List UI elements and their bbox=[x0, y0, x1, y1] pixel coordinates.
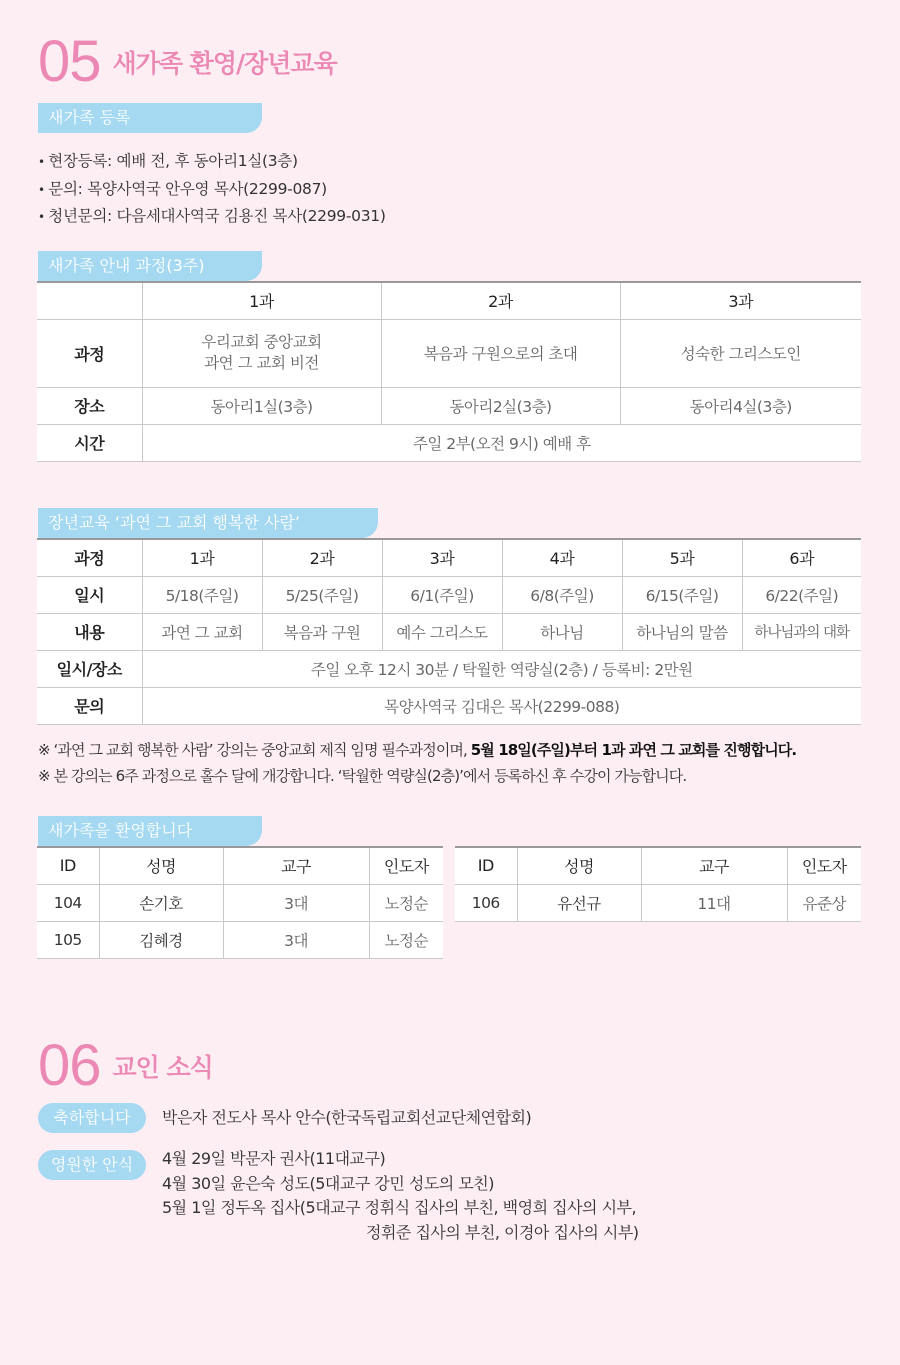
table-row bbox=[37, 687, 861, 724]
table-cell: 유선규 bbox=[517, 884, 641, 921]
tab-adult-education: 장년교육 ‘과연 그 교회 행복한 사람’ bbox=[38, 508, 378, 538]
row-label: 과정 bbox=[37, 319, 142, 387]
table-cell: 105 bbox=[37, 921, 99, 958]
table-row bbox=[37, 613, 861, 650]
table-row bbox=[37, 319, 861, 387]
table-header-cell: ID bbox=[37, 847, 99, 884]
table-row bbox=[37, 539, 861, 576]
table-row bbox=[37, 282, 861, 319]
list-item: 5월 1일 정두옥 집사(5대교구 정휘식 집사의 부친, 백영희 집사의 시부, bbox=[162, 1198, 637, 1217]
table-cell: 목양사역국 김대은 목사(2299-088) bbox=[142, 687, 861, 724]
table-header-cell: 6과 bbox=[742, 539, 861, 576]
table-cell: 주일 오후 12시 30분 / 탁월한 역량실(2층) / 등록비: 2만원 bbox=[142, 650, 861, 687]
table-cell: 동아리1실(3층) bbox=[142, 387, 381, 424]
table-header-cell: 2과 bbox=[381, 282, 620, 319]
note-highlight: 5월 18일(주일)부터 1과 과연 그 교회를 진행합니다. bbox=[470, 741, 797, 759]
tab-new-family-guide: 새가족 안내 과정(3주) bbox=[38, 251, 262, 281]
table-header-cell: 인도자 bbox=[369, 847, 443, 884]
table-row bbox=[455, 884, 861, 921]
table-cell: 6/15(주일) bbox=[622, 576, 742, 613]
table-header-cell bbox=[37, 282, 142, 319]
table-header-cell: 과정 bbox=[37, 539, 142, 576]
table-header-cell: 3과 bbox=[620, 282, 861, 319]
table-cell: 성숙한 그리스도인 bbox=[620, 319, 861, 387]
table-row bbox=[37, 884, 443, 921]
table-header-cell: 1과 bbox=[142, 282, 381, 319]
congrats-label: 축하합니다 bbox=[38, 1103, 146, 1133]
table-header-cell: 2과 bbox=[262, 539, 382, 576]
congrats-text: 박은자 전도사 목사 안수(한국독립교회선교단체연합회) bbox=[162, 1108, 532, 1127]
condolence-label: 영원한 안식 bbox=[38, 1150, 146, 1180]
row-label: 시간 bbox=[37, 424, 142, 461]
table-cell: 3대 bbox=[223, 921, 369, 958]
table-header-cell: 성명 bbox=[517, 847, 641, 884]
table-row bbox=[37, 847, 443, 884]
list-item: 4월 29일 박문자 권사(11대교구) bbox=[162, 1149, 386, 1168]
table-header-cell: 교구 bbox=[223, 847, 369, 884]
table-cell: 복음과 구원 bbox=[262, 613, 382, 650]
table-cell: 주일 2부(오전 9시) 예배 후 bbox=[142, 424, 861, 461]
list-item: • 문의: 목양사역국 안우영 목사(2299-087) bbox=[38, 176, 386, 204]
registration-list bbox=[38, 148, 386, 231]
table-header-cell: 4과 bbox=[502, 539, 622, 576]
table-cell: 우리교회 중앙교회 과연 그 교회 비전 bbox=[142, 319, 381, 387]
row-label: 일시 bbox=[37, 576, 142, 613]
table-cell: 유준상 bbox=[787, 884, 861, 921]
section-title: 교인 소식 bbox=[112, 1053, 213, 1082]
table-cell: 11대 bbox=[641, 884, 787, 921]
table-row bbox=[455, 847, 861, 884]
table-header-cell: 1과 bbox=[142, 539, 262, 576]
table-cell: 손기호 bbox=[99, 884, 223, 921]
table-cell: 하나님 bbox=[502, 613, 622, 650]
note-line: ※ 본 강의는 6주 과정으로 홀수 달에 개강합니다. ‘탁월한 역량실(2층)’에서 등록하신 후 수강이 가능합니다. bbox=[38, 767, 687, 785]
table-header-cell: 교구 bbox=[641, 847, 787, 884]
welcome-table-left bbox=[37, 846, 443, 959]
table-header-cell: 인도자 bbox=[787, 847, 861, 884]
section-05-header bbox=[38, 29, 337, 94]
table-cell: 하나님과의 대화 bbox=[742, 613, 861, 650]
welcome-table-right bbox=[455, 846, 861, 922]
section-number: 06 bbox=[38, 1033, 101, 1098]
row-label: 장소 bbox=[37, 387, 142, 424]
table-cell: 복음과 구원으로의 초대 bbox=[381, 319, 620, 387]
table-row bbox=[37, 576, 861, 613]
table-cell: 104 bbox=[37, 884, 99, 921]
section-title: 새가족 환영/장년교육 bbox=[112, 49, 337, 78]
table-cell: 6/8(주일) bbox=[502, 576, 622, 613]
section-number: 05 bbox=[38, 29, 101, 94]
table-cell: 예수 그리스도 bbox=[382, 613, 502, 650]
list-item: • 현장등록: 예배 전, 후 동아리1실(3층) bbox=[38, 148, 386, 176]
table-cell: 동아리4실(3층) bbox=[620, 387, 861, 424]
table-cell: 노정순 bbox=[369, 921, 443, 958]
list-item: • 청년문의: 다음세대사역국 김용진 목사(2299-031) bbox=[38, 203, 386, 231]
table-cell: 김혜경 bbox=[99, 921, 223, 958]
row-label: 문의 bbox=[37, 687, 142, 724]
row-label: 일시/장소 bbox=[37, 650, 142, 687]
tab-new-family-registration: 새가족 등록 bbox=[38, 103, 262, 133]
table-cell: 106 bbox=[455, 884, 517, 921]
table-cell: 과연 그 교회 bbox=[142, 613, 262, 650]
table-cell: 5/18(주일) bbox=[142, 576, 262, 613]
table-header-cell: 성명 bbox=[99, 847, 223, 884]
table-row bbox=[37, 424, 861, 461]
tab-welcome-new-family: 새가족을 환영합니다 bbox=[38, 816, 262, 846]
table-cell: 노정순 bbox=[369, 884, 443, 921]
table-row bbox=[37, 921, 443, 958]
table-row bbox=[37, 387, 861, 424]
note-text: ※ ‘과연 그 교회 행복한 사람’ 강의는 중앙교회 제직 임명 필수과정이며, bbox=[38, 741, 471, 759]
row-label: 내용 bbox=[37, 613, 142, 650]
list-item: 4월 30일 윤은숙 성도(5대교구 강민 성도의 모친) bbox=[162, 1173, 494, 1193]
table-cell: 하나님의 말씀 bbox=[622, 613, 742, 650]
table-cell: 3대 bbox=[223, 884, 369, 921]
table-header-cell: 3과 bbox=[382, 539, 502, 576]
education-table bbox=[37, 538, 861, 725]
table-row bbox=[37, 650, 861, 687]
table-cell: 동아리2실(3층) bbox=[381, 387, 620, 424]
education-notes bbox=[38, 737, 796, 789]
list-item: 정휘준 집사의 부친, 이경아 집사의 시부) bbox=[366, 1222, 639, 1242]
section-06-header bbox=[38, 1033, 213, 1098]
table-header-cell: 5과 bbox=[622, 539, 742, 576]
note-line bbox=[38, 737, 796, 763]
table-cell: 5/25(주일) bbox=[262, 576, 382, 613]
table-cell: 6/22(주일) bbox=[742, 576, 861, 613]
condolence-list bbox=[162, 1147, 639, 1245]
guide-table bbox=[37, 281, 861, 462]
table-cell: 6/1(주일) bbox=[382, 576, 502, 613]
table-header-cell: ID bbox=[455, 847, 517, 884]
